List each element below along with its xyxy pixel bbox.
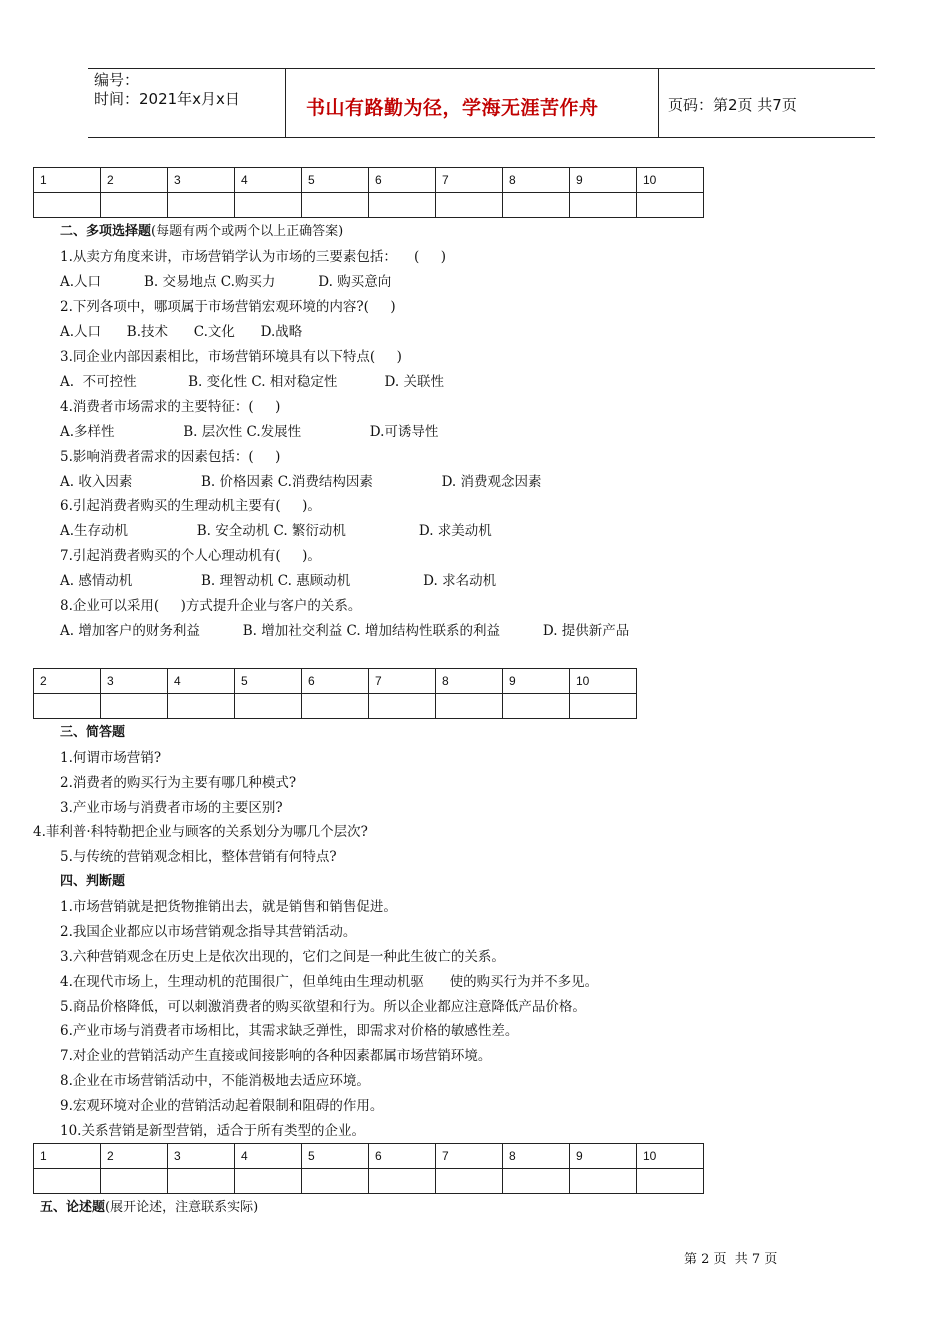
option-line: A.多样性 B. 层次性 C.发展性 D.可诱导性 — [60, 424, 439, 440]
answer-blank-cell[interactable] — [503, 193, 570, 218]
statement-line: 3.六种营销观念在历史上是依次出现的，它们之间是一种此生彼亡的关系。 — [60, 949, 505, 965]
answer-number-cell: 3 — [168, 1144, 235, 1169]
section-5-heading — [40, 1199, 258, 1217]
answer-number-cell: 10 — [637, 168, 704, 193]
option-line: A.生存动机 B. 安全动机 C. 繁衍动机 D. 求美动机 — [60, 523, 492, 539]
answer-number-cell: 2 — [101, 1144, 168, 1169]
question-line: 7.引起消费者购买的个人心理动机有( )。 — [60, 548, 321, 564]
answer-blank-cell[interactable] — [570, 694, 637, 719]
answer-number-cell: 2 — [101, 168, 168, 193]
answer-blank-row — [34, 694, 637, 719]
answer-number-cell: 3 — [168, 168, 235, 193]
answer-number-cell: 10 — [570, 669, 637, 694]
statement-line: 4.在现代市场上，生理动机的范围很广，但单纯由生理动机驱 使的购买行为并不多见。 — [60, 974, 599, 990]
answer-blank-cell[interactable] — [34, 694, 101, 719]
answer-number-cell: 1 — [34, 1144, 101, 1169]
answer-number-cell: 10 — [637, 1144, 704, 1169]
option-line: A.人口 B. 交易地点 C.购买力 D. 购买意向 — [60, 274, 392, 290]
section-title: 五、论述题 — [40, 1200, 106, 1215]
answer-number-cell: 4 — [235, 1144, 302, 1169]
answer-blank-cell[interactable] — [101, 193, 168, 218]
question-line: 1.何谓市场营销? — [60, 750, 162, 766]
answer-number-cell: 9 — [570, 168, 637, 193]
answer-number-cell: 5 — [235, 669, 302, 694]
question-line: 2.下列各项中，哪项属于市场营销宏观环境的内容?( ) — [60, 299, 396, 315]
answer-blank-cell[interactable] — [503, 1169, 570, 1194]
answer-blank-cell[interactable] — [235, 694, 302, 719]
question-line: 6.引起消费者购买的生理动机主要有( )。 — [60, 498, 321, 514]
answer-blank-cell[interactable] — [302, 694, 369, 719]
answer-number-cell: 6 — [369, 1144, 436, 1169]
answer-blank-cell[interactable] — [436, 694, 503, 719]
question-line: 4.菲利普·科特勒把企业与顾客的关系划分为哪几个层次? — [33, 824, 368, 840]
answer-number-cell: 9 — [570, 1144, 637, 1169]
section-2-heading — [60, 223, 343, 241]
answer-blank-cell[interactable] — [503, 694, 570, 719]
answer-number-cell: 6 — [302, 669, 369, 694]
answer-number-cell: 6 — [369, 168, 436, 193]
answer-table-3 — [33, 1143, 704, 1194]
section-note: (每题有两个或两个以上正确答案) — [151, 224, 344, 239]
header-divider — [285, 69, 286, 137]
answer-blank-cell[interactable] — [34, 1169, 101, 1194]
answer-blank-row — [34, 1169, 704, 1194]
question-line: 8.企业可以采用( )方式提升企业与客户的关系。 — [60, 598, 362, 614]
header-meta — [94, 71, 240, 109]
statement-line: 7.对企业的营销活动产生直接或间接影响的各种因素都属市场营销环境。 — [60, 1048, 492, 1064]
statement-line: 2.我国企业都应以市场营销观念指导其营销活动。 — [60, 924, 357, 940]
document-time-label: 时间：2021年x月x日 — [94, 90, 240, 108]
answer-blank-cell[interactable] — [101, 694, 168, 719]
answer-number-cell: 5 — [302, 168, 369, 193]
answer-table-header-row — [34, 1144, 704, 1169]
section-4-heading: 四、判断题 — [60, 874, 126, 889]
answer-blank-cell[interactable] — [302, 193, 369, 218]
answer-blank-cell[interactable] — [168, 193, 235, 218]
answer-table-header-row — [34, 168, 704, 193]
answer-blank-cell[interactable] — [168, 694, 235, 719]
statement-line: 8.企业在市场营销活动中，不能消极地去适应环境。 — [60, 1073, 370, 1089]
statement-line: 1.市场营销就是把货物推销出去，就是销售和销售促进。 — [60, 899, 397, 915]
answer-number-cell: 7 — [369, 669, 436, 694]
statement-line: 10.关系营销是新型营销，适合于所有类型的企业。 — [60, 1123, 365, 1139]
answer-number-cell: 4 — [168, 669, 235, 694]
answer-table-2 — [33, 668, 637, 719]
answer-blank-row — [34, 193, 704, 218]
answer-table-header-row — [34, 669, 637, 694]
statement-line: 6.产业市场与消费者市场相比，其需求缺乏弹性，即需求对价格的敏感性差。 — [60, 1023, 519, 1039]
answer-blank-cell[interactable] — [637, 1169, 704, 1194]
section-note: (展开论述，注意联系实际) — [105, 1200, 259, 1215]
page-footer: 第 2 页 共 7 页 — [684, 1252, 778, 1267]
answer-number-cell: 8 — [436, 669, 503, 694]
statement-line: 9.宏观环境对企业的营销活动起着限制和阻碍的作用。 — [60, 1098, 384, 1114]
section-3-heading: 三、简答题 — [60, 725, 126, 740]
answer-blank-cell[interactable] — [235, 1169, 302, 1194]
answer-blank-cell[interactable] — [101, 1169, 168, 1194]
option-line: A. 增加客户的财务利益 B. 增加社交利益 C. 增加结构性联系的利益 D. 提供新产品 — [60, 623, 630, 639]
question-line: 5.影响消费者需求的因素包括：( ) — [60, 449, 281, 465]
answer-number-cell: 9 — [503, 669, 570, 694]
answer-blank-cell[interactable] — [369, 193, 436, 218]
answer-number-cell: 7 — [436, 1144, 503, 1169]
document-id-label: 编号： — [94, 71, 140, 89]
header-divider — [658, 69, 659, 137]
answer-number-cell: 3 — [101, 669, 168, 694]
answer-blank-cell[interactable] — [168, 1169, 235, 1194]
answer-blank-cell[interactable] — [302, 1169, 369, 1194]
answer-blank-cell[interactable] — [436, 193, 503, 218]
question-line: 3.产业市场与消费者市场的主要区别? — [60, 800, 283, 816]
option-line: A. 感情动机 B. 理智动机 C. 惠顾动机 D. 求名动机 — [60, 573, 497, 589]
answer-blank-cell[interactable] — [235, 193, 302, 218]
page-header — [88, 68, 875, 138]
answer-blank-cell[interactable] — [436, 1169, 503, 1194]
answer-blank-cell[interactable] — [369, 1169, 436, 1194]
answer-blank-cell[interactable] — [637, 193, 704, 218]
question-line: 4.消费者市场需求的主要特征：( ) — [60, 399, 281, 415]
option-line: A. 收入因素 B. 价格因素 C.消费结构因素 D. 消费观念因素 — [60, 474, 542, 490]
answer-blank-cell[interactable] — [369, 694, 436, 719]
question-line: 5.与传统的营销观念相比，整体营销有何特点? — [60, 849, 337, 865]
answer-number-cell: 8 — [503, 168, 570, 193]
statement-line: 5.商品价格降低，可以刺激消费者的购买欲望和行为。所以企业都应注意降低产品价格。 — [60, 999, 586, 1015]
answer-table-1 — [33, 167, 704, 218]
answer-number-cell: 4 — [235, 168, 302, 193]
header-motto: 书山有路勤为径，学海无涯苦作舟 — [306, 97, 599, 119]
answer-number-cell: 8 — [503, 1144, 570, 1169]
question-line: 3.同企业内部因素相比，市场营销环境具有以下特点( ) — [60, 349, 402, 365]
answer-blank-cell[interactable] — [570, 1169, 637, 1194]
question-line: 1.从卖方角度来讲，市场营销学认为市场的三要素包括： ( ) — [60, 249, 447, 265]
answer-number-cell: 7 — [436, 168, 503, 193]
header-page-number: 页码：第2页 共7页 — [668, 96, 797, 114]
question-line: 2.消费者的购买行为主要有哪几种模式? — [60, 775, 297, 791]
answer-number-cell: 2 — [34, 669, 101, 694]
section-title: 二、多项选择题 — [60, 224, 152, 239]
option-line: A.人口 B.技术 C.文化 D.战略 — [60, 324, 303, 340]
answer-blank-cell[interactable] — [570, 193, 637, 218]
answer-number-cell: 1 — [34, 168, 101, 193]
answer-blank-cell[interactable] — [34, 193, 101, 218]
answer-number-cell: 5 — [302, 1144, 369, 1169]
option-line: A. 不可控性 B. 变化性 C. 相对稳定性 D. 关联性 — [60, 374, 444, 390]
